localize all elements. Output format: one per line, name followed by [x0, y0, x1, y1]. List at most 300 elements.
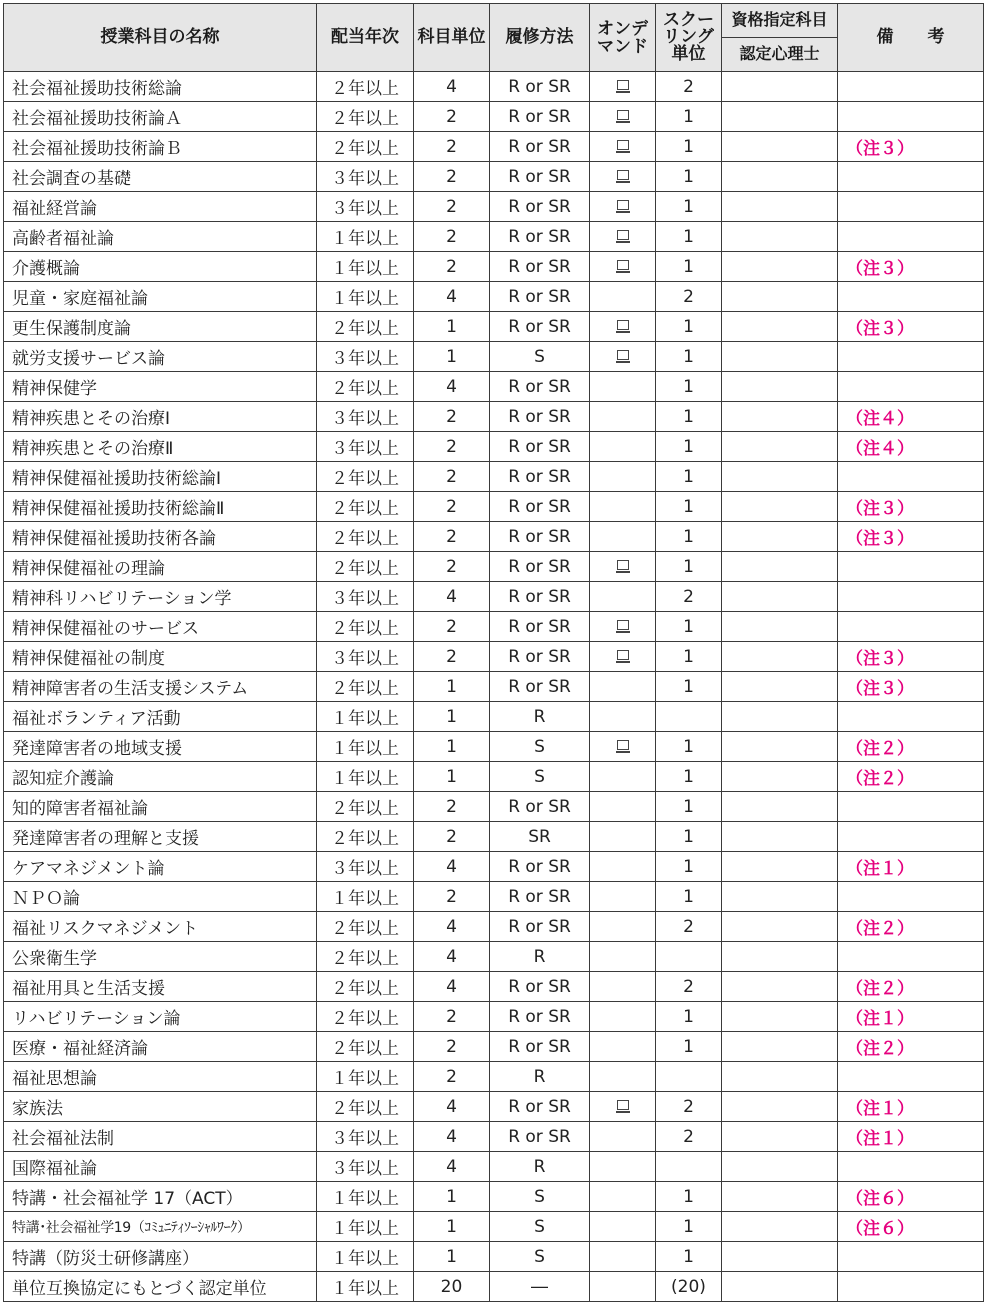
- schooling-cell: 1: [656, 1242, 722, 1272]
- course-name-cell: 精神障害者の生活支援システム: [4, 672, 317, 702]
- schooling-cell: 1: [656, 432, 722, 462]
- credits-cell: 4: [414, 1122, 490, 1152]
- course-name-cell: 精神科リハビリテーション学: [4, 582, 317, 612]
- table-header: [4, 4, 984, 72]
- credits-cell: 2: [414, 162, 490, 192]
- remarks-cell: [838, 1152, 984, 1182]
- table-row: [4, 492, 984, 522]
- table-row: [4, 1182, 984, 1212]
- qualification-cell: [722, 762, 838, 792]
- ondemand-cell: [590, 132, 656, 162]
- table-row: [4, 1242, 984, 1272]
- schooling-cell: 1: [656, 822, 722, 852]
- method-cell: R or SR: [490, 432, 590, 462]
- table-row: [4, 552, 984, 582]
- ondemand-cell: [590, 732, 656, 762]
- year-cell: １年以上: [317, 252, 414, 282]
- table-row: [4, 192, 984, 222]
- remarks-cell: [838, 552, 984, 582]
- course-name-cell: 精神保健福祉のサービス: [4, 612, 317, 642]
- course-name-cell: 知的障害者福祉論: [4, 792, 317, 822]
- ondemand-cell: [590, 1152, 656, 1182]
- remarks-cell: （注１）: [838, 1122, 984, 1152]
- method-cell: R or SR: [490, 852, 590, 882]
- table-row: [4, 792, 984, 822]
- method-cell: S: [490, 1212, 590, 1242]
- schooling-cell: 1: [656, 372, 722, 402]
- year-cell: ２年以上: [317, 132, 414, 162]
- year-cell: ２年以上: [317, 822, 414, 852]
- computer-icon: [616, 230, 630, 243]
- year-cell: ２年以上: [317, 1092, 414, 1122]
- course-name-cell: 精神保健福祉援助技術総論Ⅰ: [4, 462, 317, 492]
- ondemand-cell: [590, 582, 656, 612]
- year-cell: ２年以上: [317, 672, 414, 702]
- ondemand-cell: [590, 642, 656, 672]
- course-name-cell: 社会福祉援助技術論Ａ: [4, 102, 317, 132]
- credits-cell: 2: [414, 222, 490, 252]
- computer-icon: [616, 260, 630, 273]
- course-name-cell: 精神保健福祉の理論: [4, 552, 317, 582]
- computer-icon: [616, 350, 630, 363]
- method-cell: R or SR: [490, 402, 590, 432]
- ondemand-cell: [590, 102, 656, 132]
- credits-cell: 2: [414, 522, 490, 552]
- schooling-cell: 1: [656, 612, 722, 642]
- credits-cell: 1: [414, 1182, 490, 1212]
- year-cell: １年以上: [317, 732, 414, 762]
- credits-cell: 2: [414, 192, 490, 222]
- table-row: [4, 312, 984, 342]
- schooling-cell: 1: [656, 792, 722, 822]
- method-cell: S: [490, 1242, 590, 1272]
- remarks-cell: [838, 942, 984, 972]
- remarks-cell: [838, 282, 984, 312]
- ondemand-cell: [590, 1092, 656, 1122]
- ondemand-cell: [590, 792, 656, 822]
- course-name-cell: 医療・福祉経済論: [4, 1032, 317, 1062]
- qualification-cell: [722, 1212, 838, 1242]
- schooling-cell: 1: [656, 642, 722, 672]
- remarks-cell: （注２）: [838, 762, 984, 792]
- course-name-cell: 精神保健福祉の制度: [4, 642, 317, 672]
- method-cell: R or SR: [490, 522, 590, 552]
- qualification-cell: [722, 1152, 838, 1182]
- qualification-cell: [722, 282, 838, 312]
- course-name-cell: 介護概論: [4, 252, 317, 282]
- ondemand-cell: [590, 192, 656, 222]
- credits-cell: 4: [414, 912, 490, 942]
- method-cell: R or SR: [490, 462, 590, 492]
- method-cell: R or SR: [490, 1032, 590, 1062]
- method-cell: S: [490, 1182, 590, 1212]
- qualification-cell: [722, 612, 838, 642]
- qualification-cell: [722, 1122, 838, 1152]
- ondemand-cell: [590, 162, 656, 192]
- method-cell: R or SR: [490, 1002, 590, 1032]
- course-name-cell: 福祉経営論: [4, 192, 317, 222]
- year-cell: １年以上: [317, 222, 414, 252]
- credits-cell: 1: [414, 732, 490, 762]
- table-row: [4, 162, 984, 192]
- table-row: [4, 1062, 984, 1092]
- ondemand-cell: [590, 462, 656, 492]
- qualification-cell: [722, 312, 838, 342]
- ondemand-cell: [590, 552, 656, 582]
- header-qualification-psychologist: 認定心理士: [722, 38, 838, 72]
- schooling-cell: 1: [656, 222, 722, 252]
- year-cell: １年以上: [317, 282, 414, 312]
- schooling-cell: [656, 1062, 722, 1092]
- course-name-cell: 精神疾患とその治療Ⅰ: [4, 402, 317, 432]
- table-row: [4, 1212, 984, 1242]
- qualification-cell: [722, 852, 838, 882]
- method-cell: R or SR: [490, 972, 590, 1002]
- method-cell: R: [490, 1062, 590, 1092]
- method-cell: R or SR: [490, 162, 590, 192]
- table-row: [4, 372, 984, 402]
- year-cell: ２年以上: [317, 1032, 414, 1062]
- ondemand-cell: [590, 612, 656, 642]
- remarks-cell: [838, 1242, 984, 1272]
- table-row: [4, 72, 984, 102]
- table-row: [4, 852, 984, 882]
- ondemand-cell: [590, 1002, 656, 1032]
- schooling-cell: 2: [656, 1092, 722, 1122]
- ondemand-cell: [590, 1212, 656, 1242]
- schooling-cell: 1: [656, 402, 722, 432]
- year-cell: ２年以上: [317, 912, 414, 942]
- method-cell: R: [490, 702, 590, 732]
- table-row: [4, 1092, 984, 1122]
- qualification-cell: [722, 192, 838, 222]
- credits-cell: 20: [414, 1272, 490, 1302]
- table-row: [4, 912, 984, 942]
- course-name-cell: 高齢者福祉論: [4, 222, 317, 252]
- course-name-cell: 公衆衛生学: [4, 942, 317, 972]
- ondemand-cell: [590, 1242, 656, 1272]
- credits-cell: 1: [414, 702, 490, 732]
- ondemand-cell: [590, 432, 656, 462]
- course-table-wrapper: [3, 3, 984, 1302]
- year-cell: ３年以上: [317, 582, 414, 612]
- table-row: [4, 582, 984, 612]
- header-credits: 科目単位: [414, 4, 490, 72]
- computer-icon: [616, 320, 630, 333]
- remarks-cell: [838, 822, 984, 852]
- year-cell: ３年以上: [317, 342, 414, 372]
- credits-cell: 4: [414, 1152, 490, 1182]
- ondemand-cell: [590, 942, 656, 972]
- credits-cell: 2: [414, 132, 490, 162]
- year-cell: ３年以上: [317, 432, 414, 462]
- table-row: [4, 1002, 984, 1032]
- remarks-cell: [838, 372, 984, 402]
- table-row: [4, 642, 984, 672]
- computer-icon: [616, 560, 630, 573]
- method-cell: R or SR: [490, 312, 590, 342]
- credits-cell: 1: [414, 1212, 490, 1242]
- qualification-cell: [722, 1272, 838, 1302]
- credits-cell: 2: [414, 432, 490, 462]
- computer-icon: [616, 740, 630, 753]
- remarks-cell: （注４）: [838, 432, 984, 462]
- method-cell: R or SR: [490, 282, 590, 312]
- qualification-cell: [722, 492, 838, 522]
- course-name-cell: 更生保護制度論: [4, 312, 317, 342]
- qualification-cell: [722, 582, 838, 612]
- header-qualification: 資格指定科目: [722, 4, 838, 38]
- year-cell: ２年以上: [317, 612, 414, 642]
- qualification-cell: [722, 822, 838, 852]
- ondemand-cell: [590, 1032, 656, 1062]
- qualification-cell: [722, 1092, 838, 1122]
- ondemand-cell: [590, 882, 656, 912]
- table-row: [4, 1272, 984, 1302]
- header-ondemand: [590, 4, 656, 72]
- schooling-cell: 2: [656, 72, 722, 102]
- qualification-cell: [722, 162, 838, 192]
- method-cell: R or SR: [490, 1092, 590, 1122]
- remarks-cell: （注６）: [838, 1212, 984, 1242]
- table-row: [4, 672, 984, 702]
- ondemand-cell: [590, 912, 656, 942]
- credits-cell: 2: [414, 792, 490, 822]
- course-name-cell: 特講（防災士研修講座）: [4, 1242, 317, 1272]
- credits-cell: 2: [414, 822, 490, 852]
- method-cell: R or SR: [490, 102, 590, 132]
- remarks-cell: [838, 702, 984, 732]
- method-cell: R or SR: [490, 492, 590, 522]
- table-row: [4, 702, 984, 732]
- qualification-cell: [722, 372, 838, 402]
- qualification-cell: [722, 72, 838, 102]
- course-name-cell: 精神疾患とその治療Ⅱ: [4, 432, 317, 462]
- year-cell: ２年以上: [317, 372, 414, 402]
- credits-cell: 1: [414, 312, 490, 342]
- table-row: [4, 222, 984, 252]
- table-row: [4, 612, 984, 642]
- remarks-cell: [838, 1272, 984, 1302]
- credits-cell: 4: [414, 852, 490, 882]
- course-name-cell: ＮＰＯ論: [4, 882, 317, 912]
- qualification-cell: [722, 1182, 838, 1212]
- computer-icon: [616, 140, 630, 153]
- schooling-cell: 2: [656, 582, 722, 612]
- schooling-cell: 1: [656, 852, 722, 882]
- credits-cell: 2: [414, 1062, 490, 1092]
- method-cell: R or SR: [490, 252, 590, 282]
- schooling-cell: 2: [656, 1122, 722, 1152]
- method-cell: R or SR: [490, 1122, 590, 1152]
- year-cell: ３年以上: [317, 162, 414, 192]
- method-cell: R or SR: [490, 912, 590, 942]
- table-row: [4, 342, 984, 372]
- table-row: [4, 942, 984, 972]
- method-cell: R or SR: [490, 372, 590, 402]
- schooling-cell: 2: [656, 972, 722, 1002]
- year-cell: ２年以上: [317, 72, 414, 102]
- year-cell: １年以上: [317, 1272, 414, 1302]
- qualification-cell: [722, 402, 838, 432]
- computer-icon: [616, 110, 630, 123]
- schooling-cell: 1: [656, 252, 722, 282]
- ondemand-cell: [590, 702, 656, 732]
- year-cell: １年以上: [317, 1242, 414, 1272]
- credits-cell: 2: [414, 492, 490, 522]
- ondemand-cell: [590, 492, 656, 522]
- credits-cell: 4: [414, 942, 490, 972]
- ondemand-cell: [590, 762, 656, 792]
- qualification-cell: [722, 642, 838, 672]
- header-ondemand-label: オンデマンド: [597, 18, 648, 57]
- credits-cell: 2: [414, 612, 490, 642]
- ondemand-cell: [590, 1182, 656, 1212]
- year-cell: ２年以上: [317, 1002, 414, 1032]
- credits-cell: 4: [414, 72, 490, 102]
- remarks-cell: [838, 72, 984, 102]
- course-name-cell: ケアマネジメント論: [4, 852, 317, 882]
- method-cell: S: [490, 342, 590, 372]
- qualification-cell: [722, 972, 838, 1002]
- table-row: [4, 282, 984, 312]
- schooling-cell: [656, 942, 722, 972]
- qualification-cell: [722, 1062, 838, 1092]
- qualification-cell: [722, 102, 838, 132]
- remarks-cell: （注３）: [838, 492, 984, 522]
- course-name-cell: 福祉思想論: [4, 1062, 317, 1092]
- remarks-cell: [838, 792, 984, 822]
- header-course-name: 授業科目の名称: [4, 4, 317, 72]
- qualification-cell: [722, 732, 838, 762]
- remarks-cell: [838, 342, 984, 372]
- schooling-cell: 1: [656, 192, 722, 222]
- course-name-cell: 福祉リスクマネジメント: [4, 912, 317, 942]
- course-name-cell: 社会福祉法制: [4, 1122, 317, 1152]
- schooling-cell: 1: [656, 1002, 722, 1032]
- ondemand-cell: [590, 672, 656, 702]
- course-table: [3, 3, 984, 1302]
- qualification-cell: [722, 222, 838, 252]
- year-cell: １年以上: [317, 702, 414, 732]
- credits-cell: 4: [414, 1092, 490, 1122]
- course-name-cell: 児童・家庭福祉論: [4, 282, 317, 312]
- table-row: [4, 462, 984, 492]
- qualification-cell: [722, 132, 838, 162]
- credits-cell: 4: [414, 972, 490, 1002]
- table-row: [4, 402, 984, 432]
- ondemand-cell: [590, 972, 656, 1002]
- table-row: [4, 822, 984, 852]
- course-name-cell: 就労支援サービス論: [4, 342, 317, 372]
- remarks-cell: （注４）: [838, 402, 984, 432]
- remarks-cell: （注２）: [838, 1032, 984, 1062]
- credits-cell: 2: [414, 642, 490, 672]
- schooling-cell: 2: [656, 912, 722, 942]
- schooling-cell: 1: [656, 1032, 722, 1062]
- year-cell: ２年以上: [317, 552, 414, 582]
- computer-icon: [616, 200, 630, 213]
- qualification-cell: [722, 792, 838, 822]
- schooling-cell: 2: [656, 282, 722, 312]
- course-name-cell: 認知症介護論: [4, 762, 317, 792]
- schooling-cell: 1: [656, 762, 722, 792]
- schooling-cell: [656, 702, 722, 732]
- method-cell: R or SR: [490, 72, 590, 102]
- ondemand-cell: [590, 372, 656, 402]
- method-cell: R or SR: [490, 642, 590, 672]
- course-name-cell: 社会福祉援助技術総論: [4, 72, 317, 102]
- qualification-cell: [722, 1002, 838, 1032]
- credits-cell: 1: [414, 1242, 490, 1272]
- year-cell: ２年以上: [317, 792, 414, 822]
- ondemand-cell: [590, 852, 656, 882]
- year-cell: ３年以上: [317, 1122, 414, 1152]
- table-row: [4, 1122, 984, 1152]
- remarks-cell: （注３）: [838, 672, 984, 702]
- ondemand-cell: [590, 1272, 656, 1302]
- qualification-cell: [722, 462, 838, 492]
- qualification-cell: [722, 552, 838, 582]
- credits-cell: 1: [414, 672, 490, 702]
- schooling-cell: [656, 1152, 722, 1182]
- method-cell: R or SR: [490, 552, 590, 582]
- qualification-cell: [722, 252, 838, 282]
- course-name-cell: 社会調査の基礎: [4, 162, 317, 192]
- header-schooling: [656, 4, 722, 72]
- course-name-cell: 単位互換協定にもとづく認定単位: [4, 1272, 317, 1302]
- year-cell: １年以上: [317, 1212, 414, 1242]
- remarks-cell: （注２）: [838, 732, 984, 762]
- schooling-cell: 1: [656, 1182, 722, 1212]
- year-cell: ３年以上: [317, 852, 414, 882]
- qualification-cell: [722, 1032, 838, 1062]
- schooling-cell: 1: [656, 462, 722, 492]
- credits-cell: 2: [414, 552, 490, 582]
- remarks-cell: [838, 612, 984, 642]
- table-row: [4, 432, 984, 462]
- remarks-cell: （注３）: [838, 522, 984, 552]
- method-cell: R or SR: [490, 132, 590, 162]
- ondemand-cell: [590, 282, 656, 312]
- year-cell: ２年以上: [317, 492, 414, 522]
- course-name-cell: 家族法: [4, 1092, 317, 1122]
- credits-cell: 4: [414, 282, 490, 312]
- table-row: [4, 1032, 984, 1062]
- method-cell: R or SR: [490, 222, 590, 252]
- qualification-cell: [722, 882, 838, 912]
- schooling-cell: 1: [656, 492, 722, 522]
- table-row: [4, 732, 984, 762]
- header-year: 配当年次: [317, 4, 414, 72]
- schooling-cell: (20): [656, 1272, 722, 1302]
- method-cell: R or SR: [490, 582, 590, 612]
- course-name-cell: 精神保健福祉援助技術総論Ⅱ: [4, 492, 317, 522]
- year-cell: １年以上: [317, 1182, 414, 1212]
- remarks-cell: [838, 222, 984, 252]
- year-cell: １年以上: [317, 1062, 414, 1092]
- remarks-cell: [838, 162, 984, 192]
- credits-cell: 2: [414, 252, 490, 282]
- remarks-cell: （注６）: [838, 1182, 984, 1212]
- table-row: [4, 1152, 984, 1182]
- method-cell: R or SR: [490, 792, 590, 822]
- ondemand-cell: [590, 222, 656, 252]
- course-name-cell: 社会福祉援助技術論Ｂ: [4, 132, 317, 162]
- course-name-cell: 特講･社会福祉学19（ｺﾐｭﾆﾃｨｿｰｼｬﾙﾜｰｸ）: [4, 1212, 317, 1242]
- remarks-cell: [838, 582, 984, 612]
- course-name-cell: 国際福祉論: [4, 1152, 317, 1182]
